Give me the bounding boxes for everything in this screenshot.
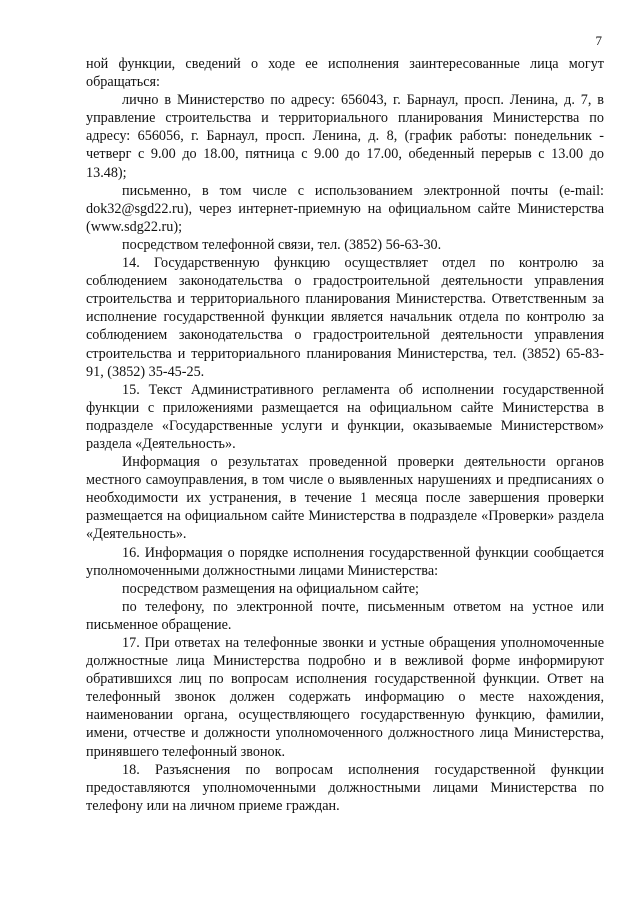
document-body (86, 55, 604, 815)
paragraph-continuation: ной функции, сведений о ходе ее исполнения заинтересованные лица могут обращаться: (86, 56, 604, 91)
paragraph-website: посредством размещения на официальном сайте; (122, 580, 419, 597)
paragraph-phone: посредством телефонной связи, тел. (3852) 56-63-30. (122, 236, 442, 253)
page-number: 7 (595, 33, 602, 48)
paragraph-in-person-address: лично в Министерство по адресу: 656043, г. Барнаул, просп. Ленина, д. 7, в управление строительства и территориального планирования Министерства по адресу: 656056, г. Барнаул, просп. Ленина, д. 8, (график работы: понедельник - четверг с 9.00 до 18.00, пятница с 9.00 до 17.00, обеденный перерыв с 13.00 до 13.48); (86, 92, 604, 181)
paragraph-in-writing-email: письменно, в том числе с использованием электронной почты (e-mail: dok32@sgd22.ru), через интернет-приемную на официальном сайте Министерства (www.sdg22.ru); (86, 182, 604, 235)
paragraph-phone-email-written: по телефону, по электронной почте, письменным ответом на устное или письменное обращение. (86, 598, 604, 633)
paragraph-14: 14. Государственную функцию осуществляет отдел по контролю за соблюдением законодательства о градостроительной деятельности управления строительства и территориального планирования Министерства. Ответственным за исполнение государственной функции является начальник отдела по контролю за соблюдением законодательства о градостроительной деятельности управления строительства и территориального планирования Министерства, тел. (3852) 65-83-91, (3852) 35-45-25. (86, 255, 604, 380)
paragraph-15: 15. Текст Административного регламента об исполнении государственной функции с приложениями размещается на официальном сайте Министерства в подразделе «Государственные услуги и функции, оказываемые Министерством» раздела «Деятельность». (86, 381, 604, 452)
paragraph-16: 16. Информация о порядке исполнения государственной функции сообщается уполномоченными должностными лицами Министерства: (86, 544, 604, 579)
paragraph-17: 17. При ответах на телефонные звонки и устные обращения уполномоченные должностные лица Министерства подробно и в вежливой форме информируют обратившихся лиц по вопросам исполнения государственной функции. Ответ на телефонный звонок должен содержать информацию о месте нахождения, наименовании органа, осуществляющего государственную функцию, фамилии, имени, отчестве и должности уполномоченного должностного лица Министерства, принявшего телефонный звонок. (86, 635, 604, 760)
paragraph-inspection-results: Информация о результатах проведенной проверки деятельности органов местного самоуправления, в том числе о выявленных нарушениях и предписаниях о необходимости их устранения, в течение 1 месяца после завершения проверки размещается на официальном сайте Министерства в подразделе «Проверки» раздела «Деятельность». (86, 454, 604, 543)
paragraph-18: 18. Разъяснения по вопросам исполнения государственной функции предоставляются уполномоченными должностными лицами Министерства по телефону или на личном приеме граждан. (86, 761, 604, 814)
